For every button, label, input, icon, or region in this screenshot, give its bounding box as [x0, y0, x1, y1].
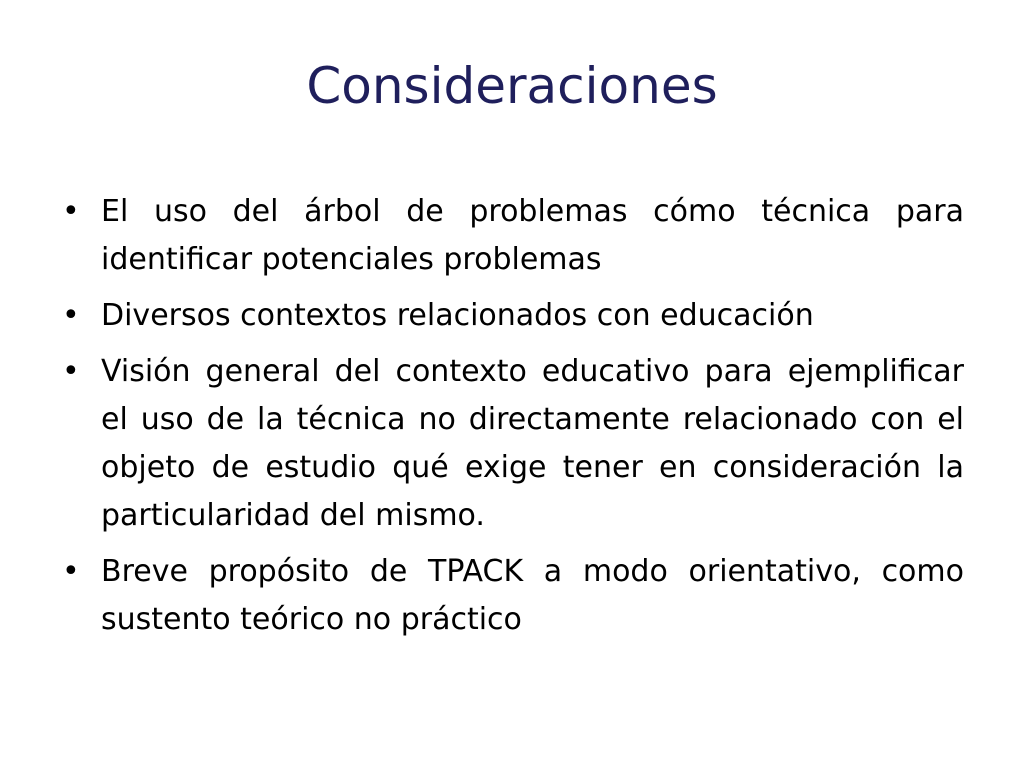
bullet-marker: •	[62, 354, 80, 389]
bullet-text: Breve propósito de TPACK a modo orientativo, como sustento teórico no práctico	[101, 554, 964, 637]
bullet-text: Visión general del contexto educativo para ejemplificar el uso de la técnica no directamente relacionado con el objeto de estudio qué exige tener en consideración la particularidad del mismo.	[101, 354, 964, 533]
bullet-marker: •	[62, 554, 80, 589]
bullet-item	[62, 348, 964, 540]
bullet-marker: •	[62, 298, 80, 333]
slide-title: Consideraciones	[306, 57, 718, 115]
bullet-item	[62, 548, 964, 644]
bullet-text: El uso del árbol de problemas cómo técnica para identificar potenciales problemas	[101, 194, 964, 277]
bullet-marker: •	[62, 194, 80, 229]
bullet-item	[62, 188, 964, 284]
bullet-text: Diversos contextos relacionados con educación	[101, 298, 814, 333]
bullet-item	[62, 292, 964, 340]
bullet-list	[62, 188, 964, 652]
